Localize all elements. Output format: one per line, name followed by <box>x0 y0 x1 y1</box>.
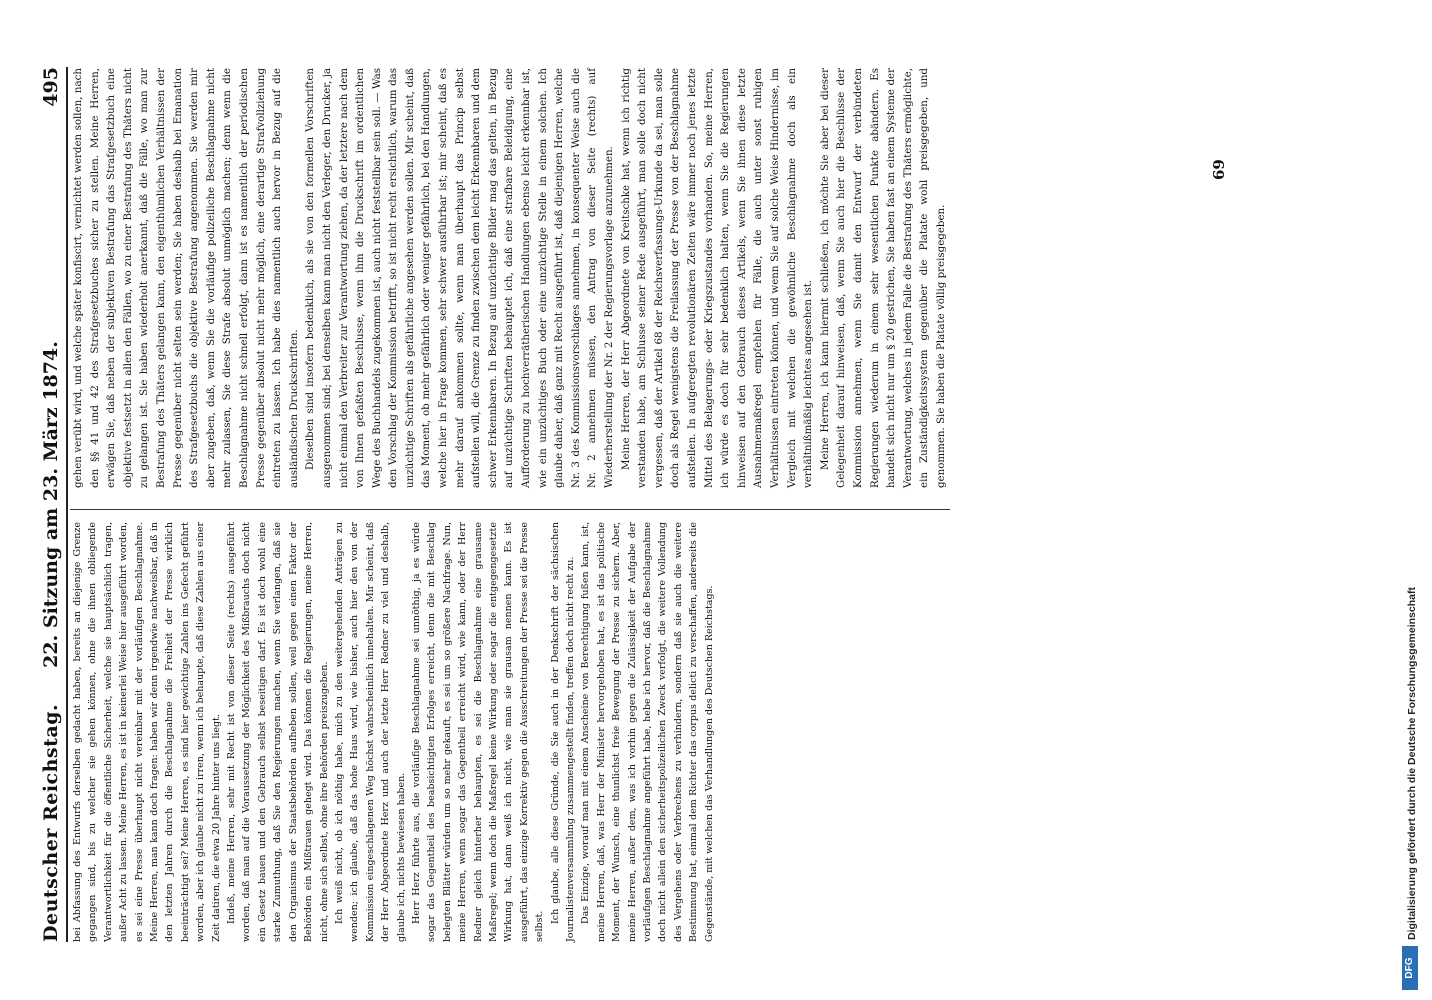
paragraph: gehen verübt wird, und welche später konfiscirt, vernichtet werden sollen, nach den §§ 41 und 42 des Strafgesetzbuches sicher zu stellen. Meine Herren, erwägen Sie, daß neben der subjektiven Bestrafung das Strafgesetzbuch eine objektive festsetzt in allen den Fällen, wo zu einer Bestrafung des Thäters nicht zu gelangen ist. Sie haben wiederholt anerkannt, daß die Fälle, wo man zur Bestrafung des Thäters gelangen kann, den eigenthümlichen Verhältnissen der Presse gegenüber nicht selten sein werden; Sie haben deshalb bei Emanation des Strafgesetzbuchs die objektive Bestrafung angenommen. Sie werden mir aber zugeben, daß, wenn Sie die vorläufige polizeiliche Beschlagnahme nicht mehr zulassen, Sie diese Strafe absolut unmöglich machen; denn wenn die Beschlagnahme nicht schnell erfolgt, dann ist es namentlich der periodischen Presse gegenüber absolut nicht mehr möglich, eine derartige Strafvollziehung eintreten zu lassen. Ich habe dies namentlich auch hervor in Bezug auf die ausländischen Druckschriften. <box>72 68 300 488</box>
paragraph: Dieselben sind insofern bedenklich, als sie von den formellen Vorschriften ausgenommen sind; bei denselben kann man nicht den Verleger, den Drucker, ja nicht einmal den Verbreiter zur Verantwortung ziehen, da der letztere nach dem von Ihnen gefaßten Beschlusse, wenn ihm die Druckschrift im ordentlichen Wege des Buchhandels zugekommen ist, auch nicht feststellbar sein soll. — Was den Vorschlag der Kommission betrifft, so ist nicht recht ersichtlich, warum das unzüchtige Schriften als gefährliche angesehen werden sollen. Mir scheint, daß das Moment, ob mehr gefährlich oder weniger gefährlich, bei den Handlungen, welche hier in Frage kommen, sehr schwer ausführbar ist; mir scheint, daß es mehr darauf ankommen sollte, wenn man überhaupt das Princip selbst aufstellen will, die Grenze zu finden zwischen dem leicht Erkennbaren und dem schwer Erkennbaren. In Bezug auf unzüchtige Bilder mag das gelten, in Bezug auf unzüchtige Schriften behauptet ich, daß eine strafbare Beleidigung, eine Aufforderung zu hochverrätherischen Handlungen ebenso leicht erkennbar ist, wie ein unzüchtiges Buch oder eine unzüchtige Stelle in einem solchen. Ich glaube daher, daß ganz mit Recht ausgeführt ist, daß diejenigen Herren, welche Nr. 3 des Kommissionsvorschlages annehmen, in konsequenter Weise auch die Nr. 2 annehmen müssen, den Antrag von dieser Seite (rechts) auf Wiederherstellung der Nr. 2 der Regierungsvorlage anzunehmen. <box>304 68 615 488</box>
left-text-column <box>70 522 730 942</box>
paragraph: Indeß, meine Herren, sehr mit Recht ist von dieser Seite (rechts) ausgeführt worden, daß man auf die Voraussetzung der Möglichkeit des Mißbrauchs doch nicht ein Gesetz bauen und den Gebrauch selbst beseitigen darf. Es ist doch wohl eine starke Zumuthung, daß Sie den Regierungen machen, wenn Sie verlangen, daß sie den Organismus der Staatsbehörden aufheben sollen, weil gegen einen Faktor der Behörden ein Mißtrauen gehegt wird. Das können die Regierungen, meine Herren, nicht, ohne sich selbst, ohne ihre Behörden preiszugeben. <box>226 522 330 942</box>
page-number: 495 <box>40 67 62 107</box>
right-text-column <box>70 68 950 488</box>
session-title: 22. Sitzung am 23. März 1874. <box>40 341 62 668</box>
paragraph: Meine Herren, der Herr Abgeordnete von Kreitschke hat, wenn ich richtig verstanden habe, am Schlusse seiner Rede ausgeführt, man solle doch nicht vergessen, daß der Artikel 68 der Reichsverfassungs-Urkunde da sei, man solle doch als Regel wenigstens die Freilassung der Presse von der Beschlagnahme aufstellen. In aufgeregten revolutionären Zeiten wäre immer noch jenes letzte Mittel des Belagerungs- oder Kriegszustandes vorhanden. So, meine Herren, ich würde es doch für sehr bedenklich halten, wenn Sie die Regierungen hinweisen auf den Gebrauch dieses Artikels, wenn Sie ihnen diese letzte Ausnahmemaßregel empfehlen für Fälle, die auch unter sonst ruhigen Verhältnissen eintreten können, und wenn Sie auf solche Weise Hindernisse, im Vergleich mit welchen die gewöhnliche Beschlagnahme doch als ein verhältnißmäßig leichtes angesehen ist. <box>619 68 815 488</box>
paragraph: Ich weiß nicht, ob ich nöthig habe, mich zu den weitergehenden Anträgen zu wenden; ich glaube, daß das hohe Haus wird, wie bisher, auch hier den von der Kommission eingeschlagenen Weg höchst wahrscheinlich innehalten. Mir scheint, daß der Herr Abgeordnete Herz und auch der letzte Herr Redner zu viel und deshalb, glaube ich, nichts bewiesen haben. <box>333 522 407 942</box>
paragraph: Ich glaube, alle diese Gründe, die Sie auch in der Denkschrift der sächsischen Journalistenversammlung zusammengestellt finden, treffen doch nicht recht zu. <box>549 522 576 942</box>
publication-title: Deutscher Reichstag. <box>40 703 62 942</box>
dfg-logo: DFG <box>1402 946 1418 990</box>
paragraph: Herr Herz führte aus, die vorläufige Beschlagnahme sei unnöthig, ja es würde sogar das Gegentheil des beabsichtigten Erfolges erreicht, denn die mit Beschlag belegten Blätter würden um so mehr gekauft, es sei um so größere Nachfrage. Nun, meine Herren, wenn sogar das Gegentheil erreicht wird, wie kann, oder der Herr Redner gleich hinterher behaupten, es sei die Beschlagnahme eine grausame Maßregel; wenn doch die Maßregel keine Wirkung oder sogar die entgegengesetzte Wirkung hat, dann weiß ich nicht, wie man sie grausam nennen kann. Es ist ausgeführt, das einzige Korrektiv gegen die Ausschreitungen der Presse sei die Presse selbst. <box>410 522 546 942</box>
paragraph: Meine Herren, ich kann hiermit schließen, ich möchte Sie aber bei dieser Gelegenheit darauf hinweisen, daß, wenn Sie auch hier die Beschlüsse der Kommission annehmen, wenn Sie damit den Entwurf der verbündeten Regierungen wiederum in einem sehr wesentlichen Punkte abändern. Es handelt sich nicht nur um § 20 gestrichen, Sie haben fast an einem Systeme der Verantwortung, welches in jedem Falle die Bestrafung des Thäters ermöglichte, ein Zuständigkeitssystem gegenüber die Platate wohl preisgegeben, und genommen. Sie haben die Platate völlig preisgegeben. <box>818 68 947 488</box>
paragraph: bei Abfassung des Entwurfs derselben gedacht haben, bereits an diejenige Grenze gegangen sind, bis zu welcher sie gehen können, ohne die ihnen obliegende Verantwortlichkeit für die öffentliche Sicherheit, welche sie hauptsächlich tragen, außer Acht zu lassen. Meine Herren, es ist in keinerlei Weise hier ausgeführt worden, es sei eine Presse überhaupt nicht vereinbar mit der vorläufigen Beschlagnahme. Meine Herren, man kann doch fragen: haben wir denn irgendwie nachweisbar, daß in den letzten Jahren durch die Beschlagnahme die Freiheit der Presse wirklich beeinträchtigt sei? Meine Herren, es sind hier gewichtige Zahlen ins Gefecht geführt worden, aber ich glaube nicht zu irren, wenn ich behaupte, daß diese Zahlen aus einer Zeit datiren, die etwa 20 Jahre hinter uns liegt. <box>72 522 222 942</box>
page-header <box>30 67 68 942</box>
paragraph: Das Einzige, worauf man mit einem Anscheine von Berechtigung fußen kann, ist, meine Herren, daß, was Herr der Minister hervorgehoben hat, es ist das politische Moment, der Wunsch, eine thunlichst freie Bewegung der Presse zu sichern. Aber, meine Herren, außer dem, was ich vorhin gegen die Zulässigkeit der Aufgabe der vorläufigen Beschlagnahme angeführt habe, hebe ich hervor, daß die Beschlagnahme doch nicht allein den sicherheitspolizeilichen Zweck verfolgt, die weitere Vollendung des Vergehens oder Verbrechens zu verhindern, sondern daß sie auch die weitere Bestimmung hat, einmal dem Richter das corpus delicti zu verschaffen, anderseits die Gegenstände, mit welchen das Verhandlungen des Deutschen Reichstags. <box>580 522 715 942</box>
signature-mark: 69 <box>1210 159 1228 180</box>
digitization-credit: Digitalisierung gefördert durch die Deutsche Forschungsgemeinschaft <box>1406 587 1418 940</box>
column-divider <box>70 509 950 510</box>
